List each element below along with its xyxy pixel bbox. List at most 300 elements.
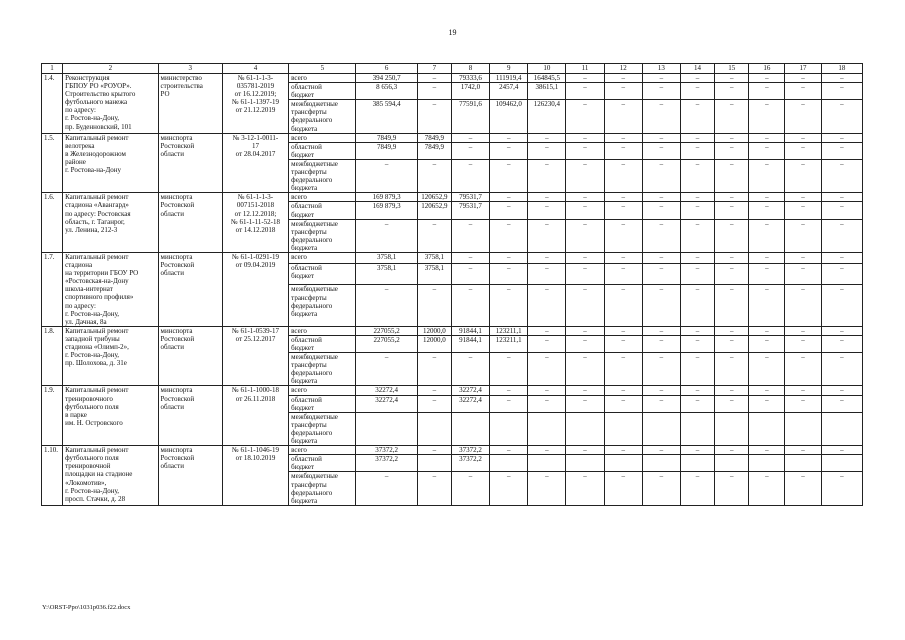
responsible-org-line: области xyxy=(160,209,184,218)
funding-source-line: трансферты xyxy=(291,420,327,429)
funding-value-cell: 77591,6 xyxy=(451,100,489,133)
funding-value-cell: – xyxy=(821,446,862,455)
funding-value-cell: – xyxy=(451,159,489,192)
funding-value-cell: – xyxy=(785,285,821,326)
object-name-line: в парке xyxy=(65,410,87,419)
funding-value-cell: – xyxy=(451,252,489,263)
table-row xyxy=(42,193,863,202)
funding-source-line: межбюджетные xyxy=(291,100,338,109)
funding-value-cell: – xyxy=(749,159,785,192)
funding-value-cell: 37372,2 xyxy=(356,455,417,472)
column-header: 7 xyxy=(417,64,451,74)
funding-value-cell: – xyxy=(528,446,566,455)
funding-value-cell: – xyxy=(417,446,451,455)
column-header: 18 xyxy=(821,64,862,74)
funding-value-cell: – xyxy=(749,74,785,83)
funding-value-cell: – xyxy=(680,219,714,252)
funding-source-line: бюджета xyxy=(291,243,318,252)
expertise-doc-cell xyxy=(222,252,288,326)
funding-value-cell: – xyxy=(566,386,604,395)
responsible-org-line: минспорта xyxy=(160,326,193,335)
object-name-line: стадиона «Олимп-2», xyxy=(65,343,129,351)
funding-source-cell xyxy=(289,353,356,386)
column-header: 11 xyxy=(566,64,604,74)
funding-value-cell: – xyxy=(749,353,785,386)
funding-value-cell: – xyxy=(604,74,642,83)
funding-value-cell: – xyxy=(785,353,821,386)
funding-value-cell: 12000,0 xyxy=(417,335,451,352)
responsible-org-line: области xyxy=(160,402,184,411)
funding-value-cell: 91844,1 xyxy=(451,326,489,335)
funding-value-cell: – xyxy=(642,142,680,159)
funding-value-cell: – xyxy=(451,133,489,142)
funding-value-cell: 3758,1 xyxy=(356,252,417,263)
funding-value-cell: – xyxy=(642,326,680,335)
funding-value-cell: 7849,9 xyxy=(356,142,417,159)
row-number: 1.7. xyxy=(42,252,63,326)
funding-value-cell: – xyxy=(490,472,528,505)
expertise-doc-cell xyxy=(222,133,288,193)
object-name-line: стадиона xyxy=(65,261,93,270)
funding-value-cell: 32272,4 xyxy=(356,386,417,395)
funding-value-cell: – xyxy=(785,100,821,133)
funding-value-cell: – xyxy=(785,264,821,285)
object-name-line: площадки на стадионе xyxy=(65,470,133,479)
funding-value-cell: 3758,1 xyxy=(417,252,451,263)
funding-value-cell: – xyxy=(417,353,451,386)
row-number: 1.9. xyxy=(42,386,63,446)
funding-source-line: всего xyxy=(291,326,307,335)
funding-value-cell: – xyxy=(749,142,785,159)
funding-value-cell: – xyxy=(680,252,714,263)
funding-source-line: областной xyxy=(291,142,322,151)
table-row xyxy=(42,133,863,142)
funding-value-cell: 32272,4 xyxy=(451,395,489,412)
funding-source-line: областной xyxy=(291,455,322,464)
funding-value-cell: – xyxy=(785,159,821,192)
funding-source-line: областной xyxy=(291,83,322,92)
funding-source-cell xyxy=(289,202,356,219)
funding-value-cell: – xyxy=(604,83,642,100)
funding-value-cell: – xyxy=(566,142,604,159)
funding-value-cell: – xyxy=(785,395,821,412)
responsible-org-line: Ростовской xyxy=(160,454,195,463)
funding-value-cell: – xyxy=(528,285,566,326)
object-name-line: им. Н. Островского xyxy=(65,418,123,427)
object-name-line: г. Ростов-на-Дону, xyxy=(65,351,120,360)
object-name-line: пр. Шолохова, д. 31е xyxy=(65,359,127,368)
responsible-org-line: минспорта xyxy=(160,193,193,202)
object-name-line: ГБПОУ РО «РОУОР». xyxy=(65,82,132,91)
funding-value-cell: – xyxy=(417,159,451,192)
funding-source-line: межбюджетные xyxy=(291,472,338,481)
funding-source-line: всего xyxy=(291,133,307,142)
row-number: 1.5. xyxy=(42,133,63,193)
object-name-line: Капитальный ремонт xyxy=(65,386,129,395)
object-name-line: г. Ростов-на-Дону, xyxy=(65,114,120,123)
funding-source-cell xyxy=(289,395,356,412)
funding-value-cell: – xyxy=(785,83,821,100)
funding-value-cell: – xyxy=(490,285,528,326)
object-name-line: Капитальный ремонт xyxy=(65,193,129,202)
table-row xyxy=(42,446,863,455)
funding-value-cell: – xyxy=(715,74,749,83)
funding-source-cell xyxy=(289,446,356,455)
object-name-cell xyxy=(63,133,158,193)
funding-value-cell: – xyxy=(642,395,680,412)
funding-value-cell: – xyxy=(604,386,642,395)
funding-value-cell: – xyxy=(642,133,680,142)
funding-value-cell xyxy=(642,412,680,445)
expertise-doc-cell xyxy=(222,386,288,446)
funding-value-cell: – xyxy=(566,193,604,202)
funding-value-cell: – xyxy=(749,219,785,252)
funding-value-cell: – xyxy=(821,326,862,335)
funding-source-line: областной xyxy=(291,335,322,344)
column-header: 17 xyxy=(785,64,821,74)
funding-source-line: всего xyxy=(291,74,307,82)
funding-value-cell xyxy=(642,455,680,472)
object-name-cell xyxy=(63,74,158,134)
funding-source-cell xyxy=(289,285,356,326)
funding-value-cell xyxy=(417,455,451,472)
funding-value-cell xyxy=(566,455,604,472)
expertise-doc-line: № 61-1-0539-17 xyxy=(232,326,279,335)
funding-value-cell: 91844,1 xyxy=(451,335,489,352)
funding-source-line: бюджета xyxy=(291,124,318,133)
expertise-doc-line: № 61-1-1-3- xyxy=(237,74,274,82)
funding-source-line: всего xyxy=(291,252,307,261)
funding-value-cell: – xyxy=(528,142,566,159)
object-name-line: Капитальный ремонт xyxy=(65,252,129,261)
funding-value-cell: – xyxy=(680,193,714,202)
object-name-cell xyxy=(63,252,158,326)
funding-value-cell: – xyxy=(604,395,642,412)
responsible-org-line: минспорта xyxy=(160,133,193,142)
funding-value-cell: – xyxy=(715,252,749,263)
object-name-line: Реконструкция xyxy=(65,74,110,82)
funding-value-cell: – xyxy=(528,252,566,263)
funding-value-cell: 12000,0 xyxy=(417,326,451,335)
funding-value-cell xyxy=(715,455,749,472)
funding-value-cell: 1742,0 xyxy=(451,83,489,100)
funding-source-line: областной xyxy=(291,395,322,404)
funding-value-cell: – xyxy=(642,193,680,202)
responsible-org-line: Ростовской xyxy=(160,261,195,270)
funding-source-cell xyxy=(289,386,356,395)
funding-value-cell: – xyxy=(715,446,749,455)
responsible-org-cell xyxy=(158,386,222,446)
object-name-line: ул. Дачная, 8а xyxy=(65,317,107,326)
funding-source-cell xyxy=(289,335,356,352)
funding-value-cell: – xyxy=(821,193,862,202)
responsible-org-line: области xyxy=(160,149,184,158)
funding-value-cell xyxy=(528,455,566,472)
responsible-org-cell xyxy=(158,326,222,386)
expertise-doc-cell xyxy=(222,74,288,134)
funding-value-cell: 2457,4 xyxy=(490,83,528,100)
funding-source-line: межбюджетные xyxy=(291,159,338,168)
funding-value-cell xyxy=(566,412,604,445)
funding-value-cell: 32272,4 xyxy=(356,395,417,412)
object-name-line: «Ростовская-на-Дону xyxy=(65,277,129,286)
funding-value-cell: – xyxy=(749,100,785,133)
expertise-doc-cell xyxy=(222,193,288,253)
funding-value-cell: – xyxy=(604,202,642,219)
funding-value-cell: – xyxy=(749,335,785,352)
funding-value-cell xyxy=(715,412,749,445)
column-header: 9 xyxy=(490,64,528,74)
funding-source-line: бюджет xyxy=(291,272,315,281)
funding-value-cell: – xyxy=(604,472,642,505)
column-header: 2 xyxy=(63,64,158,74)
funding-source-cell xyxy=(289,455,356,472)
funding-value-cell: – xyxy=(642,252,680,263)
expertise-doc-line: от 09.04.2019 xyxy=(235,261,276,270)
responsible-org-cell xyxy=(158,193,222,253)
funding-value-cell: – xyxy=(680,74,714,83)
responsible-org-cell xyxy=(158,74,222,134)
object-name-line: футбольного поля xyxy=(65,454,119,463)
column-header: 14 xyxy=(680,64,714,74)
funding-value-cell: – xyxy=(821,133,862,142)
expertise-doc-line: № 61-1-1000-18 xyxy=(232,386,279,395)
funding-value-cell: – xyxy=(604,446,642,455)
funding-value-cell: – xyxy=(566,446,604,455)
funding-value-cell: – xyxy=(821,252,862,263)
funding-value-cell: – xyxy=(680,326,714,335)
funding-source-line: бюджет xyxy=(291,463,315,472)
object-name-line: Капитальный ремонт xyxy=(65,326,129,335)
funding-value-cell: – xyxy=(821,386,862,395)
funding-value-cell: 7849,9 xyxy=(417,133,451,142)
funding-value-cell: 169 879,3 xyxy=(356,202,417,219)
funding-value-cell: – xyxy=(604,219,642,252)
funding-value-cell: – xyxy=(749,133,785,142)
funding-value-cell: – xyxy=(821,202,862,219)
funding-value-cell: – xyxy=(642,83,680,100)
table-row xyxy=(42,252,863,263)
funding-value-cell: – xyxy=(715,386,749,395)
funding-value-cell: – xyxy=(821,264,862,285)
funding-value-cell xyxy=(490,455,528,472)
funding-value-cell: – xyxy=(785,193,821,202)
funding-value-cell xyxy=(785,455,821,472)
funding-value-cell: – xyxy=(566,252,604,263)
funding-value-cell: – xyxy=(785,326,821,335)
funding-source-line: всего xyxy=(291,446,307,455)
object-name-line: «Локомотив», xyxy=(65,478,107,487)
funding-value-cell: – xyxy=(566,326,604,335)
funding-value-cell: – xyxy=(451,285,489,326)
funding-value-cell: – xyxy=(417,395,451,412)
expertise-doc-line: от 25.12.2017 xyxy=(235,334,276,343)
funding-value-cell: – xyxy=(749,472,785,505)
funding-value-cell: – xyxy=(528,219,566,252)
funding-value-cell: – xyxy=(417,83,451,100)
funding-value-cell: – xyxy=(356,159,417,192)
object-name-cell xyxy=(63,386,158,446)
funding-value-cell: – xyxy=(642,446,680,455)
funding-value-cell xyxy=(785,412,821,445)
funding-value-cell: – xyxy=(528,472,566,505)
funding-value-cell: – xyxy=(642,335,680,352)
funding-value-cell: – xyxy=(749,446,785,455)
funding-value-cell: 164845,5 xyxy=(528,74,566,83)
column-header: 1 xyxy=(42,64,63,74)
funding-value-cell: – xyxy=(785,219,821,252)
object-name-cell xyxy=(63,193,158,253)
object-name-cell xyxy=(63,446,158,506)
funding-value-cell: – xyxy=(566,285,604,326)
funding-source-line: всего xyxy=(291,193,307,202)
funding-value-cell: – xyxy=(642,100,680,133)
responsible-org-line: Ростовской xyxy=(160,141,195,150)
funding-value-cell: – xyxy=(821,159,862,192)
funding-source-line: бюджета xyxy=(291,496,318,505)
funding-value-cell: – xyxy=(680,386,714,395)
funding-value-cell: – xyxy=(604,142,642,159)
funding-value-cell xyxy=(680,455,714,472)
funding-value-cell xyxy=(821,412,862,445)
funding-value-cell: – xyxy=(566,133,604,142)
funding-value-cell: – xyxy=(490,386,528,395)
funding-value-cell: – xyxy=(528,353,566,386)
funding-value-cell: – xyxy=(715,472,749,505)
expertise-doc-line: № 61-1-1397-19 xyxy=(232,98,279,107)
page-number: 19 xyxy=(448,28,457,37)
funding-value-cell: – xyxy=(642,264,680,285)
funding-value-cell: – xyxy=(566,100,604,133)
funding-source-line: межбюджетные xyxy=(291,285,338,294)
funding-value-cell: – xyxy=(749,193,785,202)
funding-value-cell: – xyxy=(417,219,451,252)
funding-value-cell: – xyxy=(785,472,821,505)
funding-value-cell: – xyxy=(715,193,749,202)
funding-value-cell: 169 879,3 xyxy=(356,193,417,202)
funding-value-cell: – xyxy=(528,335,566,352)
responsible-org-line: минспорта xyxy=(160,252,193,261)
funding-source-line: бюджет xyxy=(291,210,315,219)
funding-value-cell: – xyxy=(417,100,451,133)
funding-source-cell xyxy=(289,74,356,83)
funding-source-line: бюджет xyxy=(291,403,315,412)
funding-value-cell: – xyxy=(451,219,489,252)
funding-value-cell: 32272,4 xyxy=(451,386,489,395)
object-name-line: просп. Стачки, д. 28 xyxy=(65,494,126,503)
responsible-org-line: РО xyxy=(160,90,170,99)
funding-value-cell xyxy=(821,455,862,472)
column-header: 16 xyxy=(749,64,785,74)
funding-value-cell: – xyxy=(566,264,604,285)
object-name-line: по адресу: xyxy=(65,301,96,310)
object-name-line: западной трибуны xyxy=(65,334,120,343)
funding-value-cell: – xyxy=(604,100,642,133)
funding-source-line: федерального xyxy=(291,301,333,310)
funding-value-cell: – xyxy=(785,74,821,83)
table-body xyxy=(42,74,863,506)
funding-value-cell xyxy=(604,412,642,445)
column-header: 8 xyxy=(451,64,489,74)
funding-value-cell: 123211,1 xyxy=(490,335,528,352)
responsible-org-line: минспорта xyxy=(160,446,193,455)
funding-value-cell: – xyxy=(566,472,604,505)
object-name-line: по адресу: Ростовская xyxy=(65,209,131,218)
funding-value-cell: 126230,4 xyxy=(528,100,566,133)
object-name-line: пр. Буденновский, 101 xyxy=(65,122,132,131)
responsible-org-cell xyxy=(158,133,222,193)
funding-value-cell xyxy=(417,412,451,445)
funding-value-cell: 37372,2 xyxy=(451,455,489,472)
funding-value-cell: – xyxy=(604,353,642,386)
funding-value-cell: 227055,2 xyxy=(356,335,417,352)
funding-value-cell: – xyxy=(356,472,417,505)
funding-value-cell: – xyxy=(715,264,749,285)
funding-value-cell: – xyxy=(566,83,604,100)
expertise-doc-line: № 61-1-11-52-18 xyxy=(231,217,281,226)
funding-source-line: трансферты xyxy=(291,293,327,302)
funding-value-cell: 3758,1 xyxy=(417,264,451,285)
program-table xyxy=(41,63,863,506)
funding-value-cell: – xyxy=(821,285,862,326)
funding-value-cell xyxy=(356,412,417,445)
column-header: 5 xyxy=(289,64,356,74)
funding-source-line: межбюджетные xyxy=(291,412,338,421)
funding-value-cell: – xyxy=(821,219,862,252)
funding-value-cell: – xyxy=(642,386,680,395)
funding-source-line: федерального xyxy=(291,116,333,125)
funding-value-cell: – xyxy=(715,133,749,142)
funding-source-line: бюджет xyxy=(291,150,315,159)
column-header: 13 xyxy=(642,64,680,74)
funding-value-cell: 79531,7 xyxy=(451,202,489,219)
funding-value-cell: – xyxy=(604,285,642,326)
funding-source-cell xyxy=(289,193,356,202)
funding-value-cell: – xyxy=(490,219,528,252)
object-name-line: школа-интернат xyxy=(65,285,113,294)
funding-source-line: бюджет xyxy=(291,344,315,352)
expertise-doc-line: 17 xyxy=(252,141,260,150)
funding-value-cell: – xyxy=(715,395,749,412)
funding-value-cell: – xyxy=(821,142,862,159)
funding-source-line: бюджета xyxy=(291,437,318,446)
funding-value-cell: – xyxy=(490,395,528,412)
funding-value-cell: – xyxy=(356,353,417,386)
funding-value-cell: – xyxy=(785,142,821,159)
funding-source-cell xyxy=(289,412,356,445)
funding-value-cell: – xyxy=(566,219,604,252)
funding-value-cell: – xyxy=(821,335,862,352)
funding-value-cell: – xyxy=(680,395,714,412)
expertise-doc-cell xyxy=(222,446,288,506)
object-name-line: г. Ростова-на-Дону xyxy=(65,166,121,175)
funding-value-cell: – xyxy=(566,395,604,412)
object-name-line: на территории ГБОУ РО xyxy=(65,269,139,278)
funding-value-cell: – xyxy=(821,395,862,412)
funding-value-cell: – xyxy=(821,100,862,133)
object-name-line: спортивного профиля» xyxy=(65,293,134,302)
column-header: 4 xyxy=(222,64,288,74)
expertise-doc-line: от 18.10.2019 xyxy=(235,454,276,463)
column-header: 3 xyxy=(158,64,222,74)
responsible-org-line: области xyxy=(160,269,184,278)
funding-value-cell: 37372,2 xyxy=(356,446,417,455)
funding-value-cell: – xyxy=(680,83,714,100)
row-number: 1.6. xyxy=(42,193,63,253)
funding-value-cell: – xyxy=(528,193,566,202)
funding-value-cell: – xyxy=(490,264,528,285)
funding-value-cell: – xyxy=(566,335,604,352)
